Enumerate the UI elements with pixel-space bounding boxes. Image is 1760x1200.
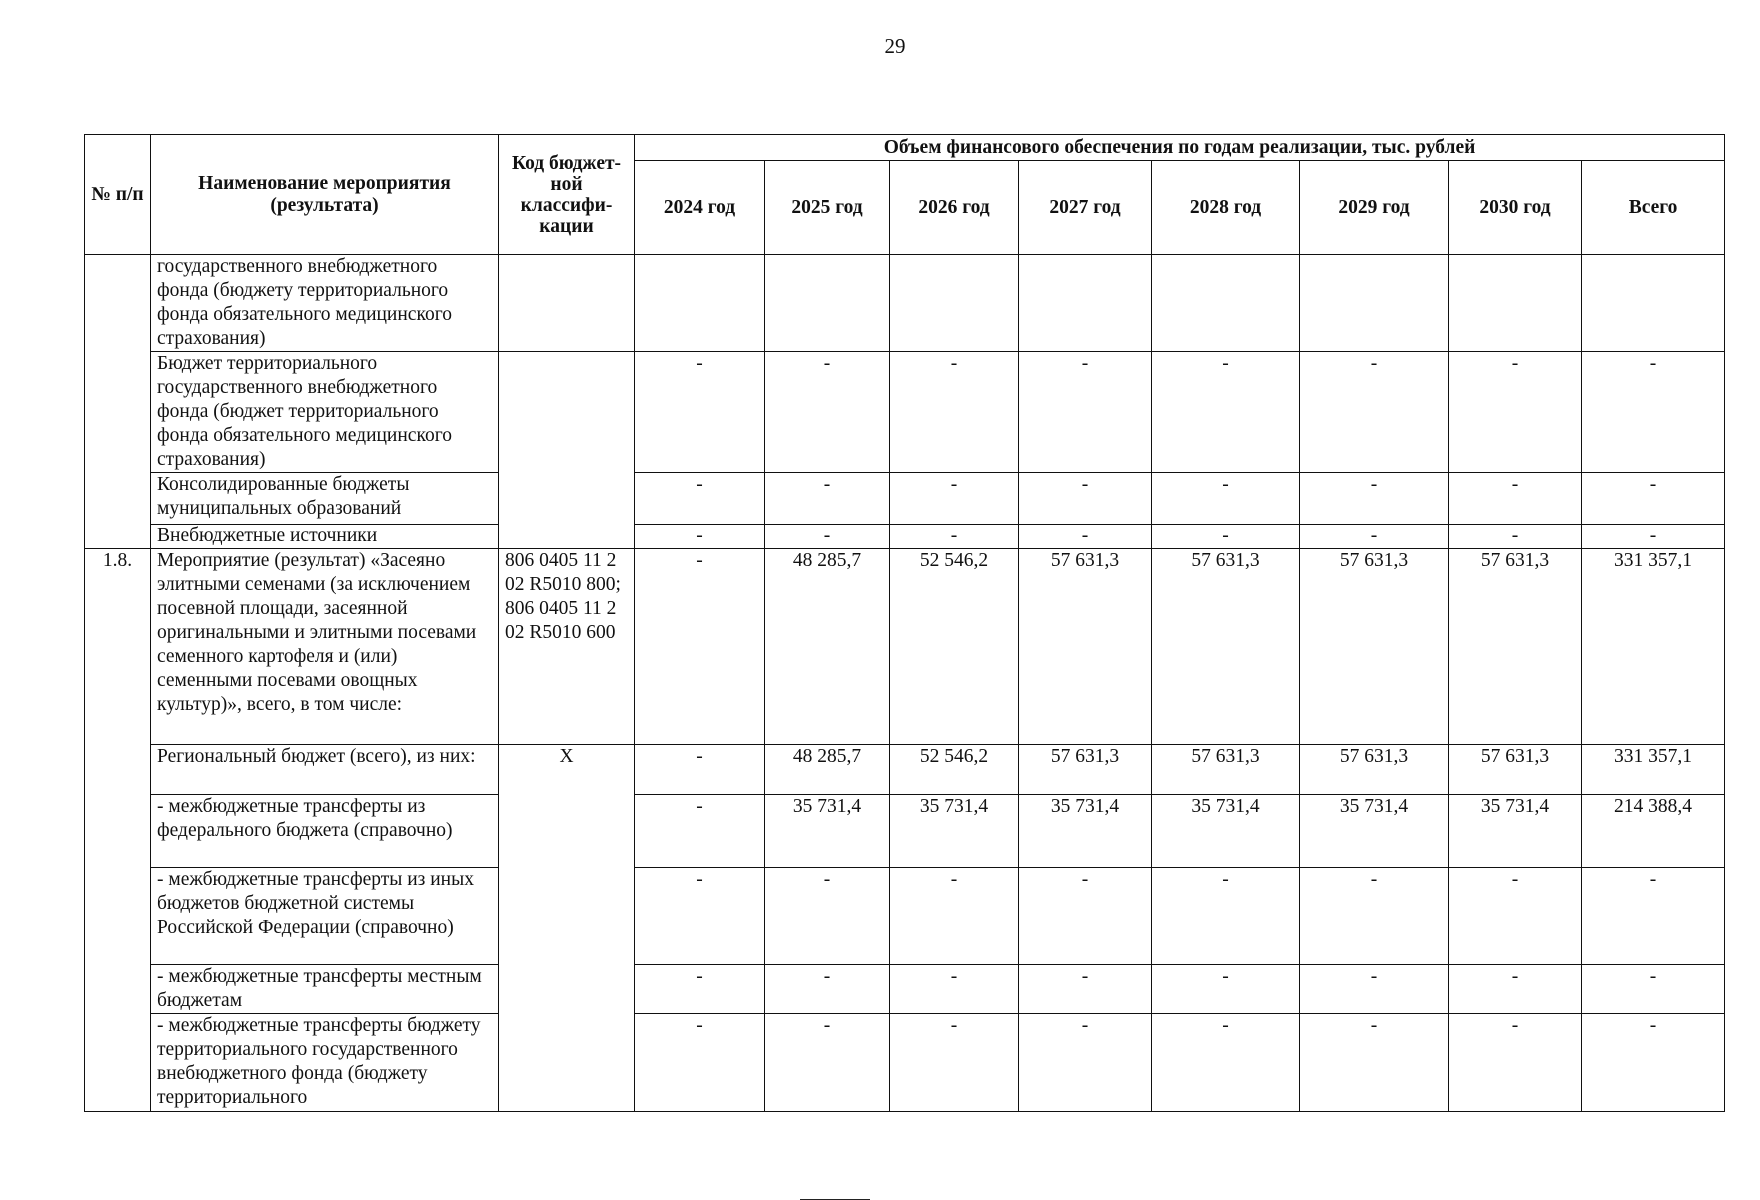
table-row bbox=[85, 745, 1725, 795]
table-row bbox=[85, 965, 1725, 1014]
value-2025: - bbox=[765, 868, 890, 965]
value-2027: 35 731,4 bbox=[1019, 795, 1152, 868]
value-2024: - bbox=[635, 795, 765, 868]
header-year-2028: 2028 год bbox=[1152, 161, 1300, 255]
value-2030: - bbox=[1449, 352, 1582, 473]
value-2029: 35 731,4 bbox=[1300, 795, 1449, 868]
value-2024: - bbox=[635, 525, 765, 549]
row-name: Консолидированные бюджеты муниципальных образований bbox=[151, 473, 499, 525]
value-2030 bbox=[1449, 255, 1582, 352]
value-2027: - bbox=[1019, 352, 1152, 473]
value-total: - bbox=[1582, 868, 1725, 965]
value-2029: - bbox=[1300, 352, 1449, 473]
value-total: - bbox=[1582, 965, 1725, 1014]
header-year-2027: 2027 год bbox=[1019, 161, 1152, 255]
value-2024 bbox=[635, 255, 765, 352]
row-name: государственного внебюджетного фонда (бюджету территориального фонда обязательного медицинского страхования) bbox=[151, 255, 499, 352]
header-code: Код бюджет-ной классифи-кации bbox=[499, 135, 635, 255]
header-volume: Объем финансового обеспечения по годам реализации, тыс. рублей bbox=[635, 135, 1725, 161]
header-year-2030: 2030 год bbox=[1449, 161, 1582, 255]
value-2028: - bbox=[1152, 1014, 1300, 1112]
value-2030: - bbox=[1449, 473, 1582, 525]
value-2026: - bbox=[890, 868, 1019, 965]
value-2025: - bbox=[765, 1014, 890, 1112]
value-2027: 57 631,3 bbox=[1019, 549, 1152, 745]
value-2030: - bbox=[1449, 1014, 1582, 1112]
header-num: № п/п bbox=[85, 135, 151, 255]
row-name: - межбюджетные трансферты из иных бюджетов бюджетной системы Российской Федерации (справочно) bbox=[151, 868, 499, 965]
value-total: - bbox=[1582, 1014, 1725, 1112]
table-row bbox=[85, 795, 1725, 868]
value-2026: - bbox=[890, 1014, 1019, 1112]
table-row bbox=[85, 525, 1725, 549]
value-2028: - bbox=[1152, 473, 1300, 525]
value-2026: - bbox=[890, 352, 1019, 473]
financing-table bbox=[84, 134, 1725, 1112]
value-2024: - bbox=[635, 965, 765, 1014]
value-2029: - bbox=[1300, 525, 1449, 549]
value-total: 331 357,1 bbox=[1582, 745, 1725, 795]
value-2027: - bbox=[1019, 965, 1152, 1014]
value-2028: - bbox=[1152, 352, 1300, 473]
value-2024: - bbox=[635, 352, 765, 473]
header-year-2029: 2029 год bbox=[1300, 161, 1449, 255]
value-2026: - bbox=[890, 473, 1019, 525]
row-code: X bbox=[499, 745, 635, 1112]
value-2025 bbox=[765, 255, 890, 352]
value-2030: - bbox=[1449, 965, 1582, 1014]
value-2030: - bbox=[1449, 868, 1582, 965]
row-name: Мероприятие (результат) «Засеяно элитными семенами (за исключением посевной площади, засеянной оригинальными и элитными посевами семенного картофеля и (или) семенными посевами овощных культур)», всего, в том числе: bbox=[151, 549, 499, 745]
value-2028: 35 731,4 bbox=[1152, 795, 1300, 868]
value-2026: - bbox=[890, 525, 1019, 549]
page-number: 29 bbox=[884, 34, 906, 58]
value-2029: - bbox=[1300, 965, 1449, 1014]
value-2028: - bbox=[1152, 965, 1300, 1014]
row-code: 806 0405 11 2 02 R5010 800; 806 0405 11 2 02 R5010 600 bbox=[499, 549, 635, 745]
table-row bbox=[85, 473, 1725, 525]
value-2024: - bbox=[635, 473, 765, 525]
value-2029: 57 631,3 bbox=[1300, 549, 1449, 745]
header-year-2025: 2025 год bbox=[765, 161, 890, 255]
value-2026: 52 546,2 bbox=[890, 549, 1019, 745]
value-2029 bbox=[1300, 255, 1449, 352]
value-2030: 57 631,3 bbox=[1449, 745, 1582, 795]
value-total: - bbox=[1582, 473, 1725, 525]
header-year-2024: 2024 год bbox=[635, 161, 765, 255]
value-2024: - bbox=[635, 868, 765, 965]
row-name: Внебюджетные источники bbox=[151, 525, 499, 549]
row-name: - межбюджетные трансферты местным бюджетам bbox=[151, 965, 499, 1014]
row-num: 1.8. bbox=[85, 549, 151, 1112]
row-name: Региональный бюджет (всего), из них: bbox=[151, 745, 499, 795]
value-2027 bbox=[1019, 255, 1152, 352]
value-2028 bbox=[1152, 255, 1300, 352]
table-row bbox=[85, 549, 1725, 745]
table-row bbox=[85, 352, 1725, 473]
value-2025: 48 285,7 bbox=[765, 549, 890, 745]
header-total: Всего bbox=[1582, 161, 1725, 255]
value-2024: - bbox=[635, 549, 765, 745]
row-num bbox=[85, 255, 151, 549]
value-2028: - bbox=[1152, 525, 1300, 549]
value-2030: - bbox=[1449, 525, 1582, 549]
row-name: - межбюджетные трансферты бюджету территориального государственного внебюджетного фонда (бюджету территориального bbox=[151, 1014, 499, 1112]
value-2027: - bbox=[1019, 525, 1152, 549]
table-row bbox=[85, 1014, 1725, 1112]
row-name: - межбюджетные трансферты из федерального бюджета (справочно) bbox=[151, 795, 499, 868]
value-2029: 57 631,3 bbox=[1300, 745, 1449, 795]
value-total: 214 388,4 bbox=[1582, 795, 1725, 868]
value-2026: - bbox=[890, 965, 1019, 1014]
value-2029: - bbox=[1300, 473, 1449, 525]
row-name: Бюджет территориального государственного внебюджетного фонда (бюджет территориального фонда обязательного медицинского страхования) bbox=[151, 352, 499, 473]
value-2029: - bbox=[1300, 1014, 1449, 1112]
table-row bbox=[85, 868, 1725, 965]
value-2030: 57 631,3 bbox=[1449, 549, 1582, 745]
value-2025: - bbox=[765, 352, 890, 473]
value-2027: - bbox=[1019, 868, 1152, 965]
value-2027: 57 631,3 bbox=[1019, 745, 1152, 795]
value-2026: 35 731,4 bbox=[890, 795, 1019, 868]
value-total: - bbox=[1582, 352, 1725, 473]
value-2024: - bbox=[635, 1014, 765, 1112]
value-2025: 35 731,4 bbox=[765, 795, 890, 868]
row-code bbox=[499, 352, 635, 549]
value-2028: 57 631,3 bbox=[1152, 745, 1300, 795]
value-2028: - bbox=[1152, 868, 1300, 965]
value-2025: - bbox=[765, 525, 890, 549]
value-2029: - bbox=[1300, 868, 1449, 965]
value-2025: - bbox=[765, 965, 890, 1014]
value-2030: 35 731,4 bbox=[1449, 795, 1582, 868]
row-code bbox=[499, 255, 635, 352]
value-2025: - bbox=[765, 473, 890, 525]
value-2025: 48 285,7 bbox=[765, 745, 890, 795]
value-2027: - bbox=[1019, 473, 1152, 525]
value-2026: 52 546,2 bbox=[890, 745, 1019, 795]
header-name: Наименование мероприятия (результата) bbox=[151, 135, 499, 255]
value-2028: 57 631,3 bbox=[1152, 549, 1300, 745]
value-2027: - bbox=[1019, 1014, 1152, 1112]
table-row bbox=[85, 255, 1725, 352]
value-2024: - bbox=[635, 745, 765, 795]
value-total: - bbox=[1582, 525, 1725, 549]
value-total bbox=[1582, 255, 1725, 352]
value-total: 331 357,1 bbox=[1582, 549, 1725, 745]
value-2026 bbox=[890, 255, 1019, 352]
header-year-2026: 2026 год bbox=[890, 161, 1019, 255]
